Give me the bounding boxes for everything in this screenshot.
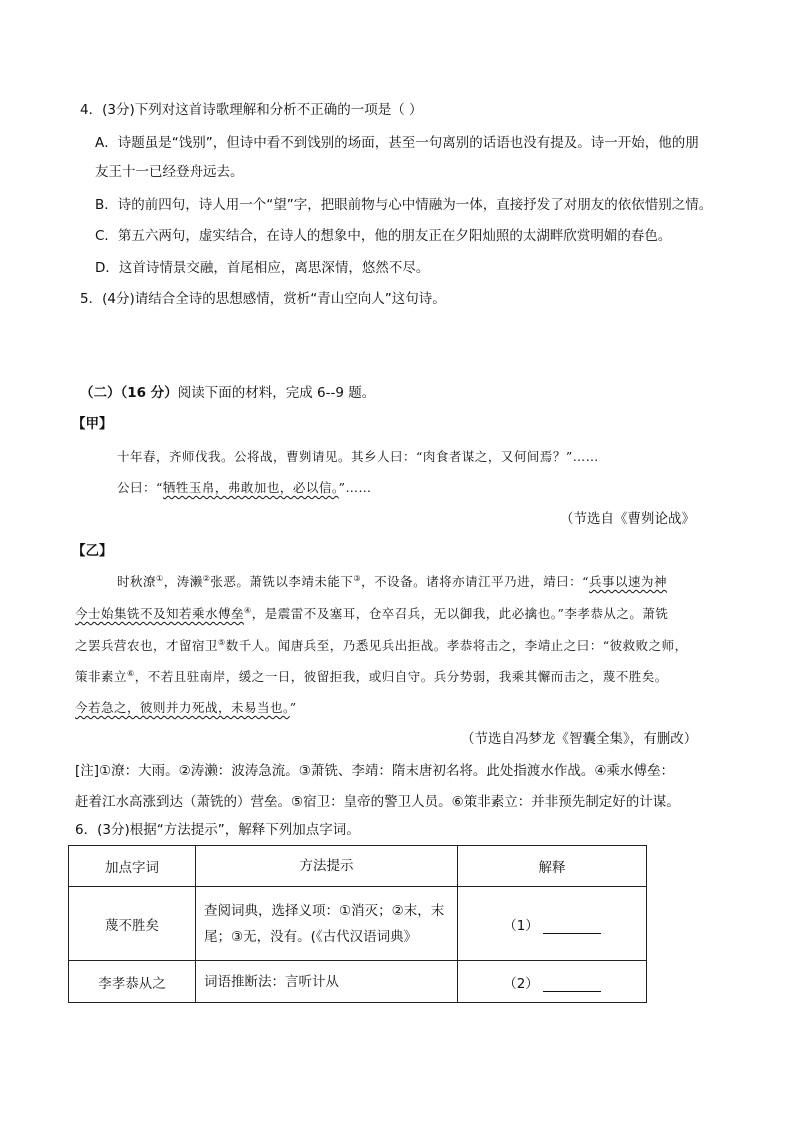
yi-line-4 <box>75 667 668 687</box>
note-ref: ③ <box>353 573 362 583</box>
header-method: 方法提示 <box>196 846 458 887</box>
yi-text: 时秋潦 <box>117 574 157 589</box>
jia-paragraph-1: 十年春，齐师伐我。公将战，曹刿请见。其乡人曰：“肉食者谋之，又何间焉？”…… <box>117 449 599 464</box>
section-instruction: 阅读下面的材料，完成 6--9 题。 <box>177 385 376 401</box>
row-method: 词语推断法：言听计从 <box>196 961 458 1003</box>
answer-label: （1） <box>503 917 539 934</box>
answer-label: （2） <box>503 975 539 992</box>
yi-line-5 <box>75 698 297 718</box>
table-header-row <box>69 846 647 887</box>
yi-line-2 <box>75 604 668 624</box>
q6-stem: 6．(3分)根据“方法提示”，解释下列加点字词。 <box>75 822 360 838</box>
yi-underlined: 兵事以速为神 <box>588 574 667 589</box>
notes-line-2: 赶着江水高涨到达（萧铣的）营垒。⑤宿卫：皇帝的警卫人员。⑥策非素立：并非预先制定好的计谋。 <box>75 794 680 810</box>
answer-blank[interactable] <box>543 919 601 934</box>
header-explanation: 解释 <box>458 846 647 887</box>
row-answer <box>458 961 647 1003</box>
notes-line-1: [注]①潦：大雨。②涛濑：波涛急流。③萧铣、李靖：隋末唐初名将。此处指渡水作战。④乘水傅垒： <box>75 763 674 779</box>
q4-option-b: B．诗的前四句，诗人用一个“望”字，把眼前物与心中情融为一体，直接抒发了对朋友的依依惜别之情。 <box>95 197 713 213</box>
yi-underlined: 今若急之，彼则并力死战，未易当也。 <box>75 700 290 715</box>
note-ref: ② <box>202 573 211 583</box>
note-ref: ⑥ <box>127 668 135 678</box>
note-ref: ④ <box>244 605 252 615</box>
header-word: 加点字词 <box>69 846 196 887</box>
yi-text: 数千人。闻唐兵至，乃悉见兵出拒战。孝恭将击之，李靖止之曰：“彼救败之师， <box>225 638 688 653</box>
yi-text: ” <box>289 700 297 715</box>
jia-paragraph-2 <box>117 478 372 498</box>
yi-underlined: 今士始集铣不及知若乘水傅垒 <box>75 606 245 621</box>
q4-option-a-line2: 友王十一已经登舟远去。 <box>95 164 244 180</box>
yi-text: 之罢兵营农也，才留宿卫 <box>75 638 219 653</box>
method-table <box>68 845 647 1003</box>
yi-label: 【乙】 <box>72 543 113 559</box>
yi-text: ，是震雷不及塞耳，仓卒召兵，无以御我，此必擒也。”李孝恭从之。萧铣 <box>251 606 669 621</box>
jia-p2-start: 公曰：“ <box>117 480 163 495</box>
yi-text: ，不若且驻南岸，缓之一日，彼留拒我，或归自守。兵分势弱，我乘其懈而击之，蔑不胜矣。 <box>134 669 668 684</box>
q4-stem: 4．(3分)下列对这首诗歌理解和分析不正确的一项是（ ） <box>80 102 423 118</box>
jia-source: （节选自《曹刿论战》 <box>560 511 695 527</box>
q4-option-c: C．第五六两句，虚实结合，在诗人的想象中，他的朋友正在夕阳灿照的太湖畔欣赏明媚的春色。 <box>95 228 672 244</box>
table-row <box>69 961 647 1003</box>
jia-p2-end: ”…… <box>338 480 372 495</box>
yi-text: 张恶。萧铣以李靖未能下 <box>210 574 354 589</box>
yi-line-1 <box>117 572 667 592</box>
section-heading-label: （二）（16 分） <box>80 385 178 401</box>
yi-line-3 <box>75 636 688 656</box>
table-row <box>69 887 647 961</box>
q5-stem: 5．(4分)请结合全诗的思想感情，赏析“青山空向人”这句诗。 <box>80 291 446 307</box>
answer-blank[interactable] <box>543 977 601 992</box>
note-ref: ① <box>156 573 164 583</box>
row-method: 查阅词典，选择义项：①消灭；②末，末尾；③无，没有。(《古代汉语词典》 <box>196 887 458 961</box>
q4-option-d: D．这首诗情景交融，首尾相应，离思深情，悠然不尽。 <box>95 260 430 276</box>
note-ref: ⑤ <box>218 637 226 647</box>
row-word: 蔑不胜矣 <box>69 887 196 961</box>
jia-p2-underlined: 牺牲玉帛，弗敢加也，必以信。 <box>162 480 339 495</box>
row-word: 李孝恭从之 <box>69 961 196 1003</box>
yi-text: ，不设备。诸将亦请江平乃进，靖曰：“ <box>361 574 589 589</box>
q4-option-a-line1: A．诗题虽是“饯别”，但诗中看不到饯别的场面，甚至一句离别的话语也没有提及。诗一开始，他的朋 <box>95 135 699 151</box>
row-answer <box>458 887 647 961</box>
yi-text: 策非素立 <box>75 669 128 684</box>
yi-text: ，涛濑 <box>163 574 203 589</box>
section-heading <box>80 383 375 403</box>
jia-label: 【甲】 <box>72 416 113 432</box>
yi-source: （节选自冯梦龙《智囊全集》，有删改） <box>461 731 698 747</box>
